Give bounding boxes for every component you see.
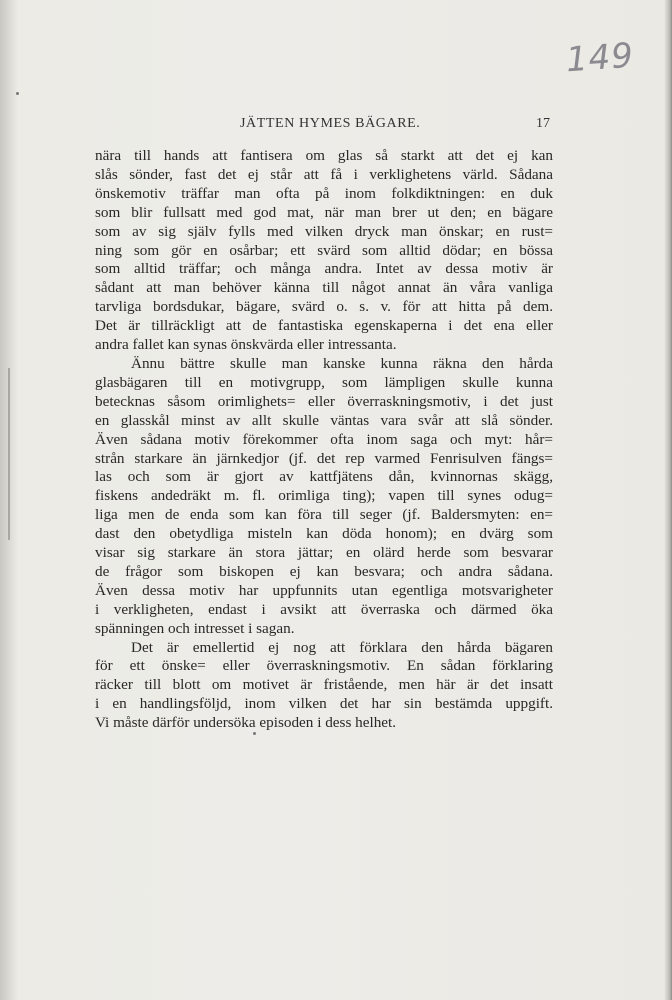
text-line: Ännu bättre skulle man kanske kunna räkna den hårda bbox=[131, 354, 553, 372]
page-number: 17 bbox=[536, 116, 550, 131]
text-line: spänningen och intresset i sagan. bbox=[95, 619, 295, 637]
text-line: liga men de enda som kan föra till seger (jf. Baldersmyten: en= bbox=[95, 506, 553, 524]
text-line: sådant att man behöver känna till något annat än våra vanliga bbox=[95, 279, 553, 297]
text-line: Även dessa motiv har uppfunnits utan egentliga motsvarigheter bbox=[95, 581, 553, 599]
text-line: som blir fullsatt med god mat, när man brer ut den; en bägare bbox=[95, 203, 553, 221]
text-line: fiskens andedräkt m. fl. orimliga ting); vapen till synes odug= bbox=[95, 487, 553, 505]
text-line: Det är tillräckligt att de fantastiska egenskaperna i det ena eller bbox=[95, 317, 553, 335]
paragraph bbox=[95, 355, 553, 639]
text-line: Vi måste därför undersöka episoden i dess helhet. bbox=[95, 714, 397, 732]
text-line: glasbägaren till en motivgrupp, som lämpligen skulle kunna bbox=[95, 373, 553, 391]
text-line: slås sönder, fast det ej står att få i verklighetens värld. Sådana bbox=[95, 165, 553, 183]
paragraph bbox=[95, 147, 553, 355]
text-line: en glasskål minst av allt skulle väntas vara svår att slå sönder. bbox=[95, 411, 553, 429]
text-line: visar sig starkare än stora jättar; en olärd herde som besvarar bbox=[95, 544, 553, 562]
text-line: för ett önske= eller överraskningsmotiv. En sådan förklaring bbox=[95, 657, 553, 675]
text-line: strån starkare än järnkedjor (jf. det rep varmed Fenrisulven fängs= bbox=[95, 449, 553, 467]
paragraph bbox=[95, 639, 553, 734]
text-line: som alltid träffar; och många andra. Intet av dessa motiv är bbox=[95, 260, 553, 278]
text-line: nära till hands att fantisera om glas så starkt att det ej kan bbox=[95, 147, 553, 164]
text-line: Även sådana motiv förekommer ofta inom saga och myt: hår= bbox=[95, 430, 553, 448]
text-line: önskemotiv träffar man ofta på inom folkdiktningen: en duk bbox=[95, 184, 553, 202]
pencil-page-note: 149 bbox=[564, 35, 636, 81]
text-line: las och som är gjort av kattfjätens dån, kvinnornas skägg, bbox=[95, 468, 553, 486]
text-line: räcker till blott om motivet är fristående, men här är det insatt bbox=[95, 676, 553, 694]
text-line: andra fallet kan synas önskvärda eller intressanta. bbox=[95, 336, 397, 354]
text-line: ning som gör en osårbar; ett svärd som alltid dödar; en bössa bbox=[95, 241, 553, 259]
text-line: dast den obetydliga misteln kan döda honom); en dvärg som bbox=[95, 525, 553, 543]
text-line: de frågor som biskopen ej kan besvara; och andra sådana. bbox=[95, 562, 553, 580]
text-line: betecknas såsom orimlighets= eller överraskningsmotiv, i det just bbox=[95, 392, 553, 410]
text-line: som av sig själv fylls med vilken dryck man önskar; en rust= bbox=[95, 222, 553, 240]
body-text bbox=[95, 147, 553, 733]
text-line: i en handlingsföljd, inom vilken det har sin bestämda uppgift. bbox=[95, 695, 553, 713]
margin-mark bbox=[8, 368, 10, 540]
running-header: JÄTTEN HYMES BÄGARE. bbox=[240, 116, 421, 131]
text-line: Det är emellertid ej nog att förklara den hårda bägaren bbox=[131, 638, 553, 656]
text-line: i verkligheten, endast i avsikt att överraska och därmed öka bbox=[95, 600, 553, 618]
speck bbox=[16, 92, 19, 95]
page-right-edge bbox=[664, 0, 672, 1000]
text-line: tarvliga bordsdukar, bägare, svärd o. s. v. för att hitta på dem. bbox=[95, 298, 553, 316]
